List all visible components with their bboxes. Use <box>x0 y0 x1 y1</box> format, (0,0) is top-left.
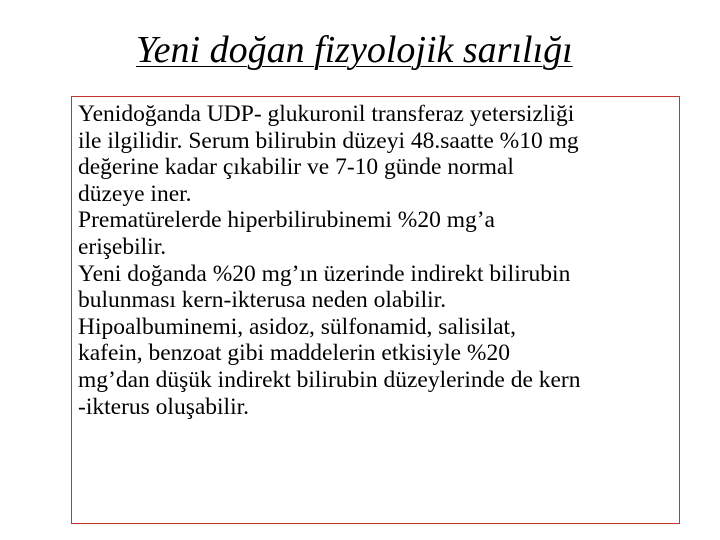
paragraph-kernicterus <box>78 261 675 314</box>
text-line: -ikterus oluşabilir. <box>78 393 250 420</box>
text-line: Yenidoğanda UDP- glukuronil transferaz yetersizliği <box>78 101 575 127</box>
text-line: Prematürelerde hiperbilirubinemi %20 mg’a <box>78 207 495 234</box>
slide-title: Yeni doğan fizyolojik sarılığı <box>136 29 573 71</box>
text-line: kafein, benzoat gibi maddelerin etkisiyle %20 <box>78 340 510 367</box>
text-line: bulunması kern-ikterusa neden olabilir. <box>78 287 447 314</box>
text-line: Yeni doğanda %20 mg’ın üzerinde indirekt bilirubin <box>78 260 571 287</box>
paragraph-risk-factors <box>78 314 675 420</box>
text-line: Hipoalbuminemi, asidoz, sülfonamid, salisilat, <box>78 313 516 340</box>
text-line: erişebilir. <box>78 233 167 260</box>
text-line: mg’dan düşük indirekt bilirubin düzeylerinde de kern <box>78 366 581 393</box>
text-line: düzeye iner. <box>78 180 192 207</box>
content-text-box <box>71 96 680 524</box>
text-line: ile ilgilidir. Serum bilirubin düzeyi 48.saatte %10 mg <box>78 127 579 154</box>
paragraph-prematures <box>78 207 675 260</box>
text-line: değerine kadar çıkabilir ve 7-10 günde normal <box>78 154 514 181</box>
paragraph-udp-glucuronyl <box>78 101 675 207</box>
